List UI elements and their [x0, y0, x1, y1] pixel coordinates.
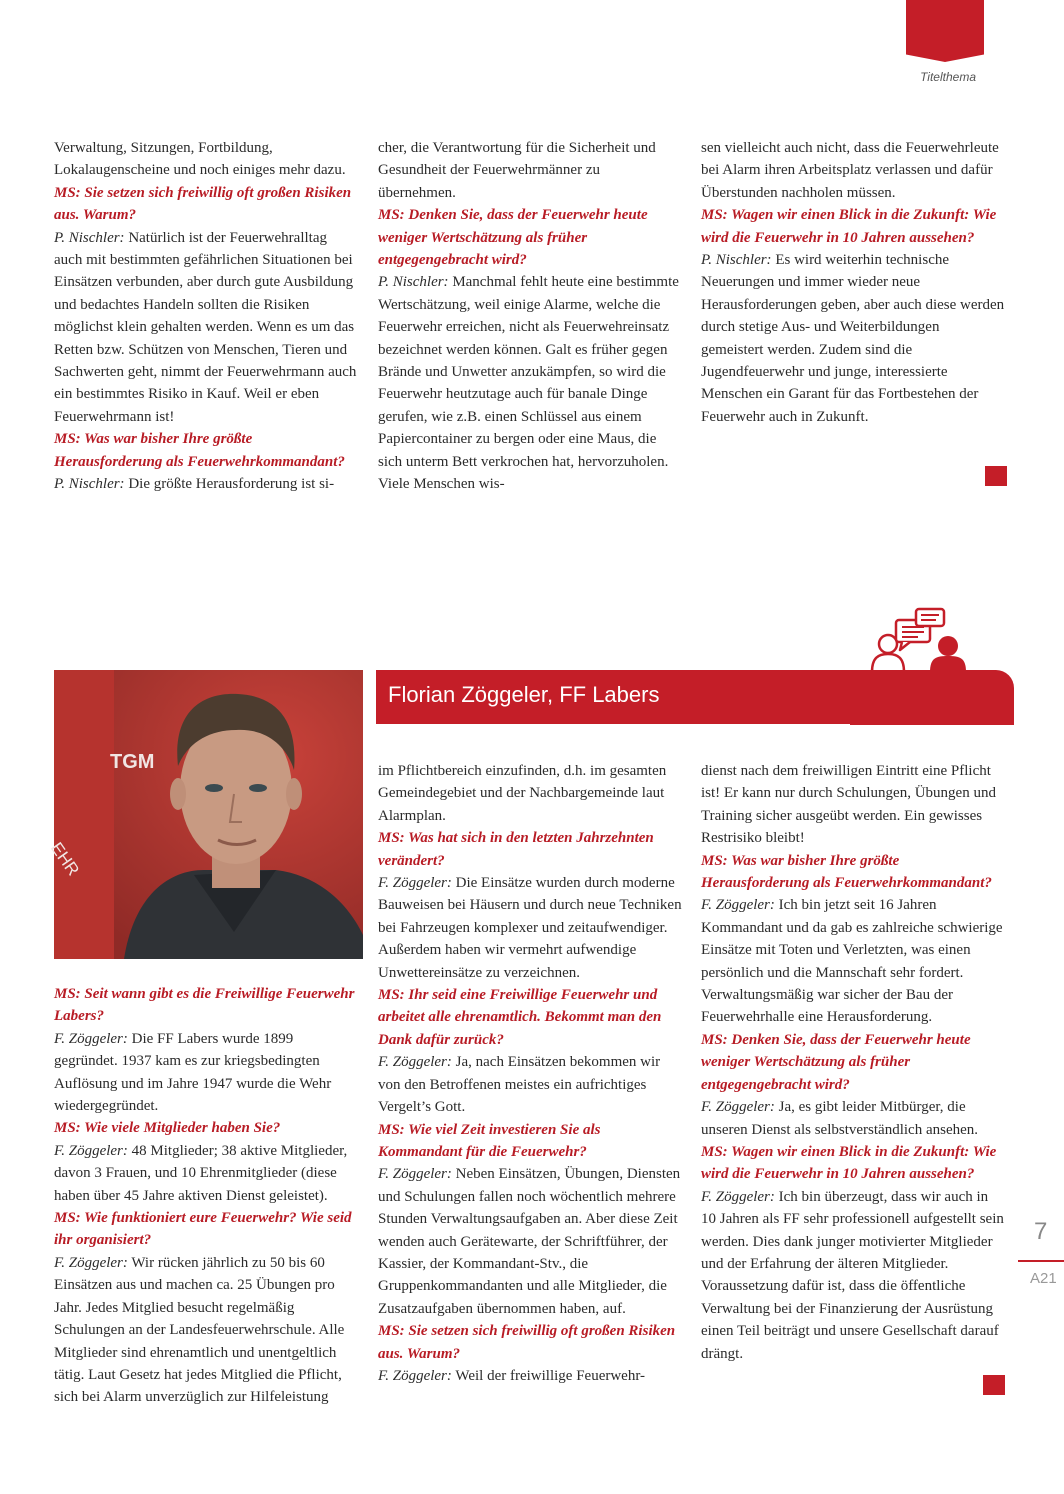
speaker-name: P. Nischler: — [54, 476, 125, 493]
interview-question: MS: Ihr seid eine Freiwillige Feuerwehr und arbeitet alle ehrenamtlich. Bekommt man den Dank dafür zurück? — [378, 987, 662, 1048]
page-rule — [1018, 1260, 1064, 1262]
interview-question: MS: Wagen wir einen Blick in die Zukunft: Wie wird die Feuerwehr in 10 Jahren aussehen? — [701, 207, 997, 246]
speaker-name: F. Zöggeler: — [54, 1254, 128, 1271]
interview-question: MS: Wie viele Mitglieder haben Sie? — [54, 1120, 281, 1137]
interview-question: MS: Wagen wir einen Blick in die Zukunft: Wie wird die Feuerwehr in 10 Jahren aussehen? — [701, 1143, 997, 1183]
body-text: dienst nach dem freiwilligen Eintritt eine Pflicht ist! Er kann nur durch Schulungen, Übungen und Training sicher ausgeübt werden. Ein gewisses Restrisiko bleibt! — [701, 763, 996, 847]
interview-answer — [701, 1096, 1006, 1141]
sign-text-2: EHR — [46, 838, 83, 880]
speaker-name: F. Zöggeler: — [701, 897, 775, 914]
end-mark-2 — [983, 1375, 1005, 1395]
answer-text: Die Einsätze wurden durch moderne Bauweisen bei Häusern und durch neue Techniken bei Fahrzeugen komplexer und zeitaufwendiger. Außerdem haben wir vermehrt aufwendige Unwettereinsätze zu verzeichnen. — [378, 875, 682, 981]
interview-answer — [54, 473, 358, 495]
answer-text: Neben Einsätzen, Übungen, Diensten und Schulungen fallen noch wöchentlich mehrere Stunden Verwaltungsaufgaben an. Aber diese Zeit wenden auch Gerätewarte, der Schriftführer, der Kassier, der Kommandant-Stv., die Gruppenkommandanten und alle Mitglieder, die Zusatzaufgaben übernommen haben, auf. — [378, 1166, 681, 1317]
answer-text: Ja, es gibt leider Mitbürger, die unseren Dienst als selbstverständlich ansehen. — [701, 1099, 979, 1138]
banner-underline — [850, 723, 1014, 725]
interview-answer — [378, 1051, 682, 1118]
speaker-name: P. Nischler: — [54, 229, 125, 246]
interview-question: MS: Sie setzen sich freiwillig oft großen Risiken aus. Warum? — [378, 1323, 676, 1362]
body-text: Verwaltung, Sitzungen, Fortbildung, Lokalaugenscheine und noch einiges mehr dazu. — [54, 140, 346, 179]
answer-text: Manchmal fehlt heute eine bestimmte Wertschätzung, weil einige Alarme, welche die Feuerwehr erreichen, nicht als Feuerwehreinsatz bezeichnet werden können. Galt es früher gegen Brände und Unwetter anzukämpfen, so wird die Feuerwehr heutzutage auch für banale Dinge gerufen, wie z.B. einen Schlüssel aus einem Papiercontainer zu bergen oder eine Maus, die sich unterm Bett verkrochen hat, hervorzuholen. Viele Menschen wis- — [378, 274, 679, 493]
top-column-1 — [54, 137, 358, 496]
interview-answer — [378, 872, 682, 984]
interview-answer — [54, 1140, 360, 1207]
portrait-photo — [46, 670, 363, 959]
speaker-name: F. Zöggeler: — [701, 1099, 775, 1116]
interview-answer — [701, 249, 1005, 428]
interview-answer — [701, 1186, 1006, 1365]
speaker-name: F. Zöggeler: — [378, 875, 452, 892]
answer-text: Wir rücken jährlich zu 50 bis 60 Einsätzen aus und machen ca. 25 Übungen pro Jahr. Jedes Mitglied besucht regelmäßig Schulungen an der Landesfeuerwehrschule. Alle Mitglieder sind ehrenamtlich und unentgeltlich tätig. Laut Gesetz hat jedes Mitglied die Pflicht, sich bei Alarm unverzüglich zur Hilfeleistung — [54, 1254, 345, 1406]
answer-text: Ich bin überzeugt, dass wir auch in 10 Jahren als FF sehr professionell aufgestellt sein werden. Dies dank junger motivierter Mitglieder und der Erfahrung der älteren Mitglieder. Voraussetzung dafür ist, dass die öffentliche Verwaltung bei der Finanzierung der Ausrüstung einen Teil beiträgt und unsere Gesellschaft darauf drängt. — [701, 1188, 1004, 1362]
interview-question: MS: Was war bisher Ihre größte Herausforderung als Feuerwehrkommandant? — [701, 852, 992, 892]
speaker-name: P. Nischler: — [378, 274, 449, 291]
interview-answer — [54, 1252, 360, 1409]
answer-text: 48 Mitglieder; 38 aktive Mitglieder, davon 3 Frauen, und 10 Ehrenmitglieder (diese haben über 45 Jahre aktiven Dienst geleistet). — [54, 1142, 348, 1204]
interview-question: MS: Was war bisher Ihre größte Herausforderung als Feuerwehrkommandant? — [54, 431, 345, 470]
interview-answer — [54, 227, 358, 429]
body-text: cher, die Verantwortung für die Sicherheit und Gesundheit der Feuerwehrmänner zu übernehmen. — [378, 140, 656, 201]
interview-answer — [378, 1365, 682, 1387]
answer-text: Natürlich ist der Feuerwehralltag auch mit bestimmten gefährlichen Situationen bei Einsätzen verbunden, aber durch gute Ausbildung und bedachtes Handeln sollten die Risiken möglichst klein gehalten werden. Wenn es um das Retten bzw. Schützen von Menschen, Tieren und Sachwerten geht, nimmt der Feuerwehrmann auch ein bestimmtes Risiko in Kauf. Weil er eben Feuerwehrmann ist! — [54, 229, 357, 425]
conversation-icon — [866, 606, 970, 672]
answer-text: Ich bin jetzt seit 16 Jahren Kommandant und da gab es zahlreiche schwierige Einsätze mit Toten und Verletzten, was einen persönlich und die Mannschaft sehr fordert. Verwaltungsmäßig war sicher der Bau der Feuerwehrhalle eine Herausforderung. — [701, 897, 1003, 1026]
speaker-name: F. Zöggeler: — [701, 1188, 775, 1205]
speaker-name: P. Nischler: — [701, 252, 772, 269]
section-tab — [906, 0, 984, 62]
interview-column-1 — [54, 983, 360, 1409]
interview-question: MS: Denken Sie, dass der Feuerwehr heute weniger Wertschätzung als früher entgegengebracht wird? — [701, 1031, 971, 1093]
section-label: Titelthema — [920, 70, 976, 84]
interview-question: MS: Wie viel Zeit investieren Sie als Kommandant für die Feuerwehr? — [378, 1121, 601, 1160]
top-column-2 — [378, 137, 681, 496]
speaker-name: F. Zöggeler: — [378, 1054, 452, 1071]
interview-answer — [378, 1163, 682, 1320]
speaker-name: F. Zöggeler: — [378, 1367, 452, 1384]
answer-text: Weil der freiwillige Feuerwehr- — [451, 1367, 646, 1384]
top-column-3 — [701, 137, 1005, 428]
answer-text: Die größte Herausforderung ist si- — [124, 476, 335, 493]
speaker-name: F. Zöggeler: — [378, 1166, 452, 1183]
interview-answer — [54, 1028, 360, 1118]
interview-question: MS: Denken Sie, dass der Feuerwehr heute weniger Wertschätzung als früher entgegengebracht wird? — [378, 207, 648, 269]
interview-question: MS: Sie setzen sich freiwillig oft großen Risiken aus. Warum? — [54, 184, 352, 224]
interview-column-2 — [378, 760, 682, 1387]
sign-text: TGM — [110, 751, 155, 773]
interview-answer — [701, 894, 1006, 1028]
interview-answer — [378, 271, 681, 495]
body-text: im Pflichtbereich einzufinden, d.h. im gesamten Gemeindegebiet und der Nachbargemeinde laut Alarmplan. — [378, 763, 667, 824]
end-mark — [985, 466, 1007, 486]
answer-text: Ja, nach Einsätzen bekommen wir von den Betroffenen meistes ein aufrichtiges Vergelt’s Gott. — [378, 1054, 661, 1116]
speaker-name: F. Zöggeler: — [54, 1142, 128, 1159]
body-text: sen vielleicht auch nicht, dass die Feuerwehrleute bei Alarm ihren Arbeitsplatz verlassen und dafür Überstunden nachholen müssen. — [701, 140, 999, 201]
answer-text: Die FF Labers wurde 1899 gegründet. 1937 kam es zur kriegsbedingten Auflösung und im Jahre 1947 wurde die Wehr wiedergegründet. — [54, 1030, 332, 1115]
interview-column-3 — [701, 760, 1006, 1365]
interview-question: MS: Was hat sich in den letzten Jahrzehnten verändert? — [378, 830, 654, 869]
speaker-name: F. Zöggeler: — [54, 1030, 128, 1047]
page-code: A21 — [1030, 1270, 1057, 1287]
interview-question: MS: Wie funktioniert eure Feuerwehr? Wie seid ihr organisiert? — [54, 1210, 352, 1249]
interview-question: MS: Seit wann gibt es die Freiwillige Feuerwehr Labers? — [54, 986, 355, 1025]
interview-title: Florian Zöggeler, FF Labers — [388, 682, 660, 707]
page-number: 7 — [1034, 1218, 1048, 1245]
answer-text: Es wird weiterhin technische Neuerungen und immer wieder neue Herausforderungen geben, aber auch diese werden durch stetige Aus- und Weiterbildungen gemeistert werden. Zudem sind die Jugendfeuerwehr und junge, interessierte Menschen ein Garant für das Fortbestehen der Feuerwehr auch in Zukunft. — [701, 252, 1005, 425]
